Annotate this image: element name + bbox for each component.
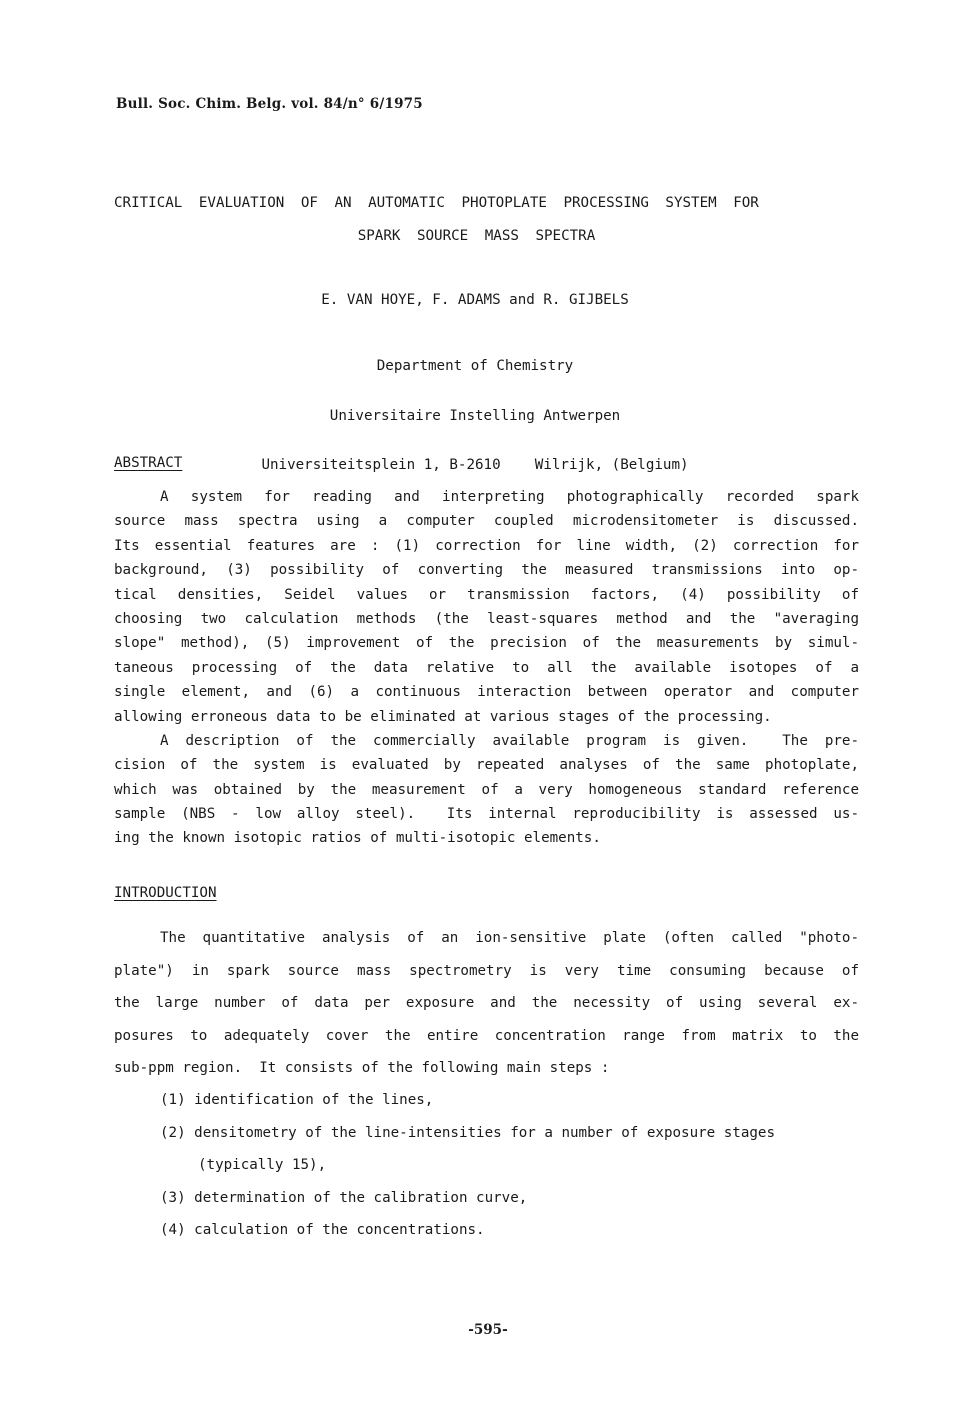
list-item: (4) calculation of the concentrations. bbox=[160, 1222, 485, 1239]
abstract-line: slope" method), (5) improvement of the precision of the measurements by simul- bbox=[114, 635, 859, 652]
introduction-heading: INTRODUCTION bbox=[114, 885, 217, 901]
abstract-heading: ABSTRACT bbox=[114, 455, 183, 471]
abstract-line: A system for reading and interpreting photographically recorded spark bbox=[160, 489, 859, 505]
abstract-line: tical densities, Seidel values or transmission factors, (4) possibility of bbox=[114, 586, 859, 603]
abstract-line: sample (NBS - low alloy steel). Its internal reproducibility is assessed us- bbox=[114, 806, 859, 823]
abstract-line: A description of the commercially available program is given. The pre- bbox=[160, 732, 859, 749]
abstract-line: Its essential features are : (1) correction for line width, (2) correction for bbox=[114, 537, 859, 554]
abstract-line: background, (3) possibility of converting the measured transmissions into op- bbox=[114, 562, 859, 579]
abstract-line: taneous processing of the data relative to all the available isotopes of a bbox=[114, 659, 859, 676]
introduction-body bbox=[114, 922, 859, 1085]
abstract-line: cision of the system is evaluated by repeated analyses of the same photoplate, bbox=[114, 757, 859, 774]
paper-title-line-2: SPARK SOURCE MASS SPECTRA bbox=[357, 228, 596, 244]
introduction-line: plate") in spark source mass spectrometry is very time consuming because of bbox=[114, 962, 859, 979]
paper-title-line-1: CRITICAL EVALUATION OF AN AUTOMATIC PHOTOPLATE PROCESSING SYSTEM FOR bbox=[114, 195, 759, 211]
introduction-line: the large number of data per exposure and the necessity of using several ex- bbox=[114, 995, 859, 1012]
abstract-body bbox=[114, 485, 859, 851]
affiliation-institution: Universitaire Instelling Antwerpen bbox=[329, 407, 621, 424]
list-item-continuation: (typically 15), bbox=[198, 1157, 327, 1174]
introduction-line: sub-ppm region. It consists of the following main steps : bbox=[114, 1060, 610, 1077]
abstract-line: single element, and (6) a continuous interaction between operator and computer bbox=[114, 684, 859, 701]
list-item: (1) identification of the lines, bbox=[160, 1092, 434, 1108]
abstract-line: allowing erroneous data to be eliminated at various stages of the processing. bbox=[114, 708, 772, 725]
abstract-line: choosing two calculation methods (the least-squares method and the "averaging bbox=[114, 610, 859, 627]
introduction-line: The quantitative analysis of an ion-sensitive plate (often called "photo- bbox=[160, 930, 859, 946]
authors: E. VAN HOYE, F. ADAMS and R. GIJBELS bbox=[321, 292, 629, 308]
abstract-line: source mass spectra using a computer coupled microdensitometer is discussed. bbox=[114, 513, 859, 530]
abstract-line: ing the known isotopic ratios of multi-isotopic elements. bbox=[114, 830, 601, 847]
affiliation-address: Universiteitsplein 1, B-2610 Wilrijk, (Belgium) bbox=[261, 457, 689, 473]
journal-reference: Bull. Soc. Chim. Belg. vol. 84/n° 6/1975 bbox=[116, 96, 423, 112]
list-item: (2) densitometry of the line-intensities for a number of exposure stages bbox=[160, 1124, 775, 1141]
affiliation-department: Department of Chemistry bbox=[376, 358, 574, 374]
processing-steps-list bbox=[160, 1084, 860, 1247]
introduction-line: posures to adequately cover the entire concentration range from matrix to the bbox=[114, 1027, 859, 1044]
abstract-line: which was obtained by the measurement of a very homogeneous standard reference bbox=[114, 781, 859, 798]
list-item: (3) determination of the calibration curve, bbox=[160, 1189, 528, 1206]
page-number: -595- bbox=[468, 1322, 508, 1338]
